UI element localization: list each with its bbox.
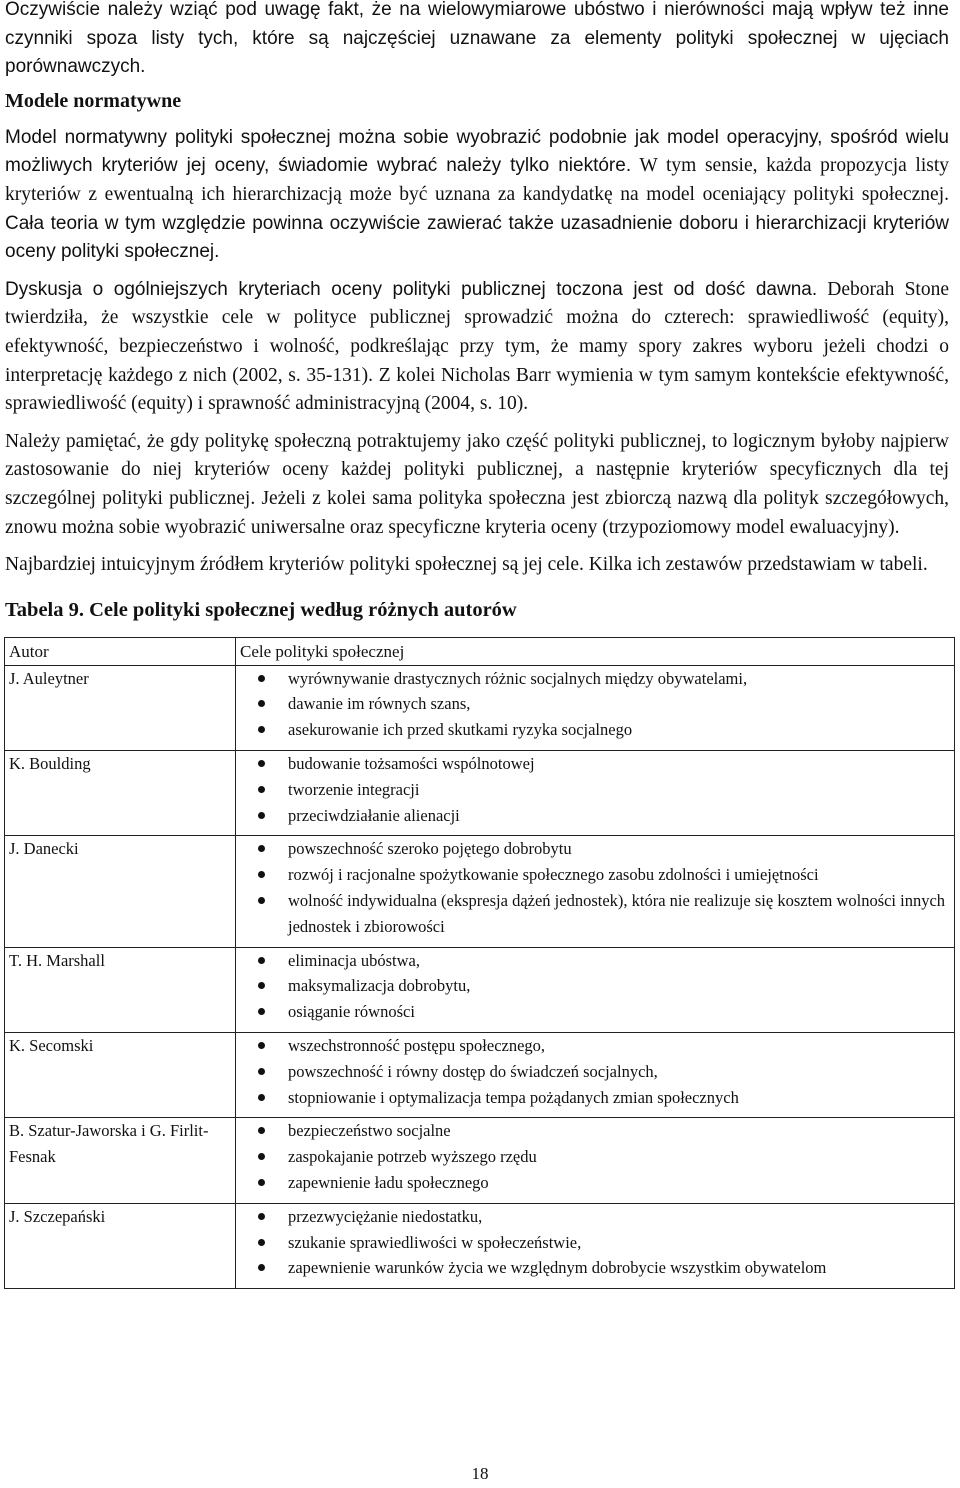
goals-cell bbox=[236, 1033, 955, 1118]
paragraph-stone-barr bbox=[5, 276, 949, 419]
goal-item: tworzenie integracji bbox=[240, 777, 950, 803]
goals-cell bbox=[236, 947, 955, 1032]
author-cell: J. Danecki bbox=[5, 836, 236, 947]
table-header-row bbox=[5, 637, 955, 665]
goals-list bbox=[240, 1033, 950, 1117]
author-cell: K. Boulding bbox=[5, 751, 236, 836]
goals-list bbox=[240, 948, 950, 1032]
paragraph-public-policy-part2: Jeżeli z kolei sama polityka społeczna jest zbiorczą nazwą dla polityk szczegółowych, znowu można sobie wyobrazić uniwersalne oraz specyficzne kryteria oceny (trzypoziomowy model ewaluacyjny). bbox=[5, 487, 950, 538]
goal-item: rozwój i racjonalne spożytkowanie społecznego zasobu zdolności i umiejętności bbox=[240, 862, 950, 888]
goal-item: powszechność szeroko pojętego dobrobytu bbox=[240, 836, 950, 862]
goals-list bbox=[240, 666, 950, 750]
goal-item: maksymalizacja dobrobytu, bbox=[240, 973, 950, 999]
goal-item: wyrównywanie drastycznych różnic socjalnych między obywatelami, bbox=[240, 666, 950, 692]
table-row bbox=[5, 1203, 955, 1288]
goal-item: przeciwdziałanie alienacji bbox=[240, 803, 950, 829]
goal-item: bezpieczeństwo socjalne bbox=[240, 1118, 950, 1144]
goals-table bbox=[4, 637, 955, 1290]
goals-cell bbox=[236, 1203, 955, 1288]
paragraph-normative-model-part2: W tym sensie, każda propozycja listy kryteriów z ewentualną ich hierarchizacją może być uznana za kandydatkę na model oceniający polityki społecznej. bbox=[5, 155, 949, 205]
goal-item: eliminacja ubóstwa, bbox=[240, 948, 950, 974]
table-row bbox=[5, 1033, 955, 1118]
paragraph-public-policy bbox=[5, 428, 949, 542]
header-author: Autor bbox=[5, 637, 236, 665]
goals-list bbox=[240, 1204, 950, 1288]
paragraph-normative-model-part1: Model normatywny polityki społecznej można sobie wyobrazić podobnie jak model operacyjny, spośród wielu możliwych kryteriów jej oceny, świadomie wybrać należy tylko niektóre. bbox=[5, 126, 949, 177]
goal-item: przezwyciężanie niedostatku, bbox=[240, 1204, 950, 1230]
table-row bbox=[5, 836, 955, 947]
goals-list bbox=[240, 751, 950, 835]
author-cell: J. Auleytner bbox=[5, 665, 236, 750]
author-cell: K. Secomski bbox=[5, 1033, 236, 1118]
goal-item: budowanie tożsamości wspólnotowej bbox=[240, 751, 950, 777]
goals-cell bbox=[236, 665, 955, 750]
goal-item: dawanie im równych szans, bbox=[240, 691, 950, 717]
goals-cell bbox=[236, 836, 955, 947]
goal-item: wolność indywidualna (ekspresja dążeń jednostek), która nie realizuje się kosztem wolności innych jednostek i zbiorowości bbox=[240, 888, 950, 940]
section-heading: Modele normatywne bbox=[5, 89, 182, 112]
goal-item: wszechstronność postępu społecznego, bbox=[240, 1033, 950, 1059]
goal-item: szukanie sprawiedliwości w społeczeństwie, bbox=[240, 1230, 950, 1256]
paragraph-stone-barr-part1: Dyskusja o ogólniejszych kryteriach oceny polityki publicznej toczona jest od dość dawna. bbox=[5, 278, 818, 300]
goals-cell bbox=[236, 1118, 955, 1203]
table-caption: Tabela 9. Cele polityki społecznej według różnych autorów bbox=[5, 598, 517, 621]
goals-list bbox=[240, 1118, 950, 1202]
paragraph-normative-model-part3: Cała teoria w tym względzie powinna oczywiście zawierać także uzasadnienie doboru i hierarchizacji kryteriów oceny polityki społecznej. bbox=[5, 212, 949, 263]
author-cell: J. Szczepański bbox=[5, 1203, 236, 1288]
author-cell: T. H. Marshall bbox=[5, 947, 236, 1032]
goal-item: powszechność i równy dostęp do świadczeń socjalnych, bbox=[240, 1059, 950, 1085]
goal-item: osiąganie równości bbox=[240, 999, 950, 1025]
paragraph-stone-barr-part2: Deborah Stone twierdziła, że wszystkie cele w polityce publicznej sprowadzić można do czterech: sprawiedliwość (equity), efektywność, bezpieczeństwo i wolność, podkreślając przy tym, że mamy spory zakres wyboru jeżeli chodzi o interpretację każdego z nich (2002, s. 35-131). bbox=[5, 278, 949, 386]
table-row bbox=[5, 947, 955, 1032]
paragraph-stone-barr-part3: Z kolei Nicholas Barr wymienia w tym samym kontekście efektywność, sprawiedliwość (equity) i sprawność administracyjną (2004, s. 10). bbox=[5, 364, 949, 415]
goal-item: asekurowanie ich przed skutkami ryzyka socjalnego bbox=[240, 717, 950, 743]
paragraph-goals-intro: Najbardziej intuicyjnym źródłem kryteriów polityki społecznej są jej cele. Kilka ich zestawów przedstawiam w tabeli. bbox=[5, 554, 928, 576]
header-goals: Cele polityki społecznej bbox=[236, 637, 955, 665]
intro-paragraph: Oczywiście należy wziąć pod uwagę fakt, że na wielowymiarowe ubóstwo i nierówności mają wpływ też inne czynniki spoza listy tych, które są najczęściej uznawane za elementy polityki społecznej w ujęciach porównawczych. bbox=[5, 0, 949, 78]
document-page bbox=[5, 0, 949, 1289]
author-cell: B. Szatur-Jaworska i G. Firlit-Fesnak bbox=[5, 1118, 236, 1203]
goal-item: zapewnienie ładu społecznego bbox=[240, 1170, 950, 1196]
goals-list bbox=[240, 836, 950, 946]
table-row bbox=[5, 1118, 955, 1203]
goal-item: zapewnienie warunków życia we względnym dobrobycie wszystkim obywatelom bbox=[240, 1255, 950, 1281]
goals-cell bbox=[236, 751, 955, 836]
table-row bbox=[5, 751, 955, 836]
goal-item: zaspokajanie potrzeb wyższego rzędu bbox=[240, 1144, 950, 1170]
paragraph-public-policy-part1: Należy pamiętać, że gdy politykę społeczną potraktujemy jako część polityki publicznej, to logicznym byłoby najpierw zastosowanie do niej kryteriów oceny każdej polityki publicznej, a następnie kryteriów specyficznych dla tej szczególnej polityki publicznej. bbox=[5, 430, 949, 509]
goal-item: stopniowanie i optymalizacja tempa pożądanych zmian społecznych bbox=[240, 1085, 950, 1111]
page-number: 18 bbox=[471, 1464, 489, 1483]
table-row bbox=[5, 665, 955, 750]
paragraph-normative-model bbox=[5, 124, 949, 267]
table-body bbox=[5, 665, 955, 1289]
